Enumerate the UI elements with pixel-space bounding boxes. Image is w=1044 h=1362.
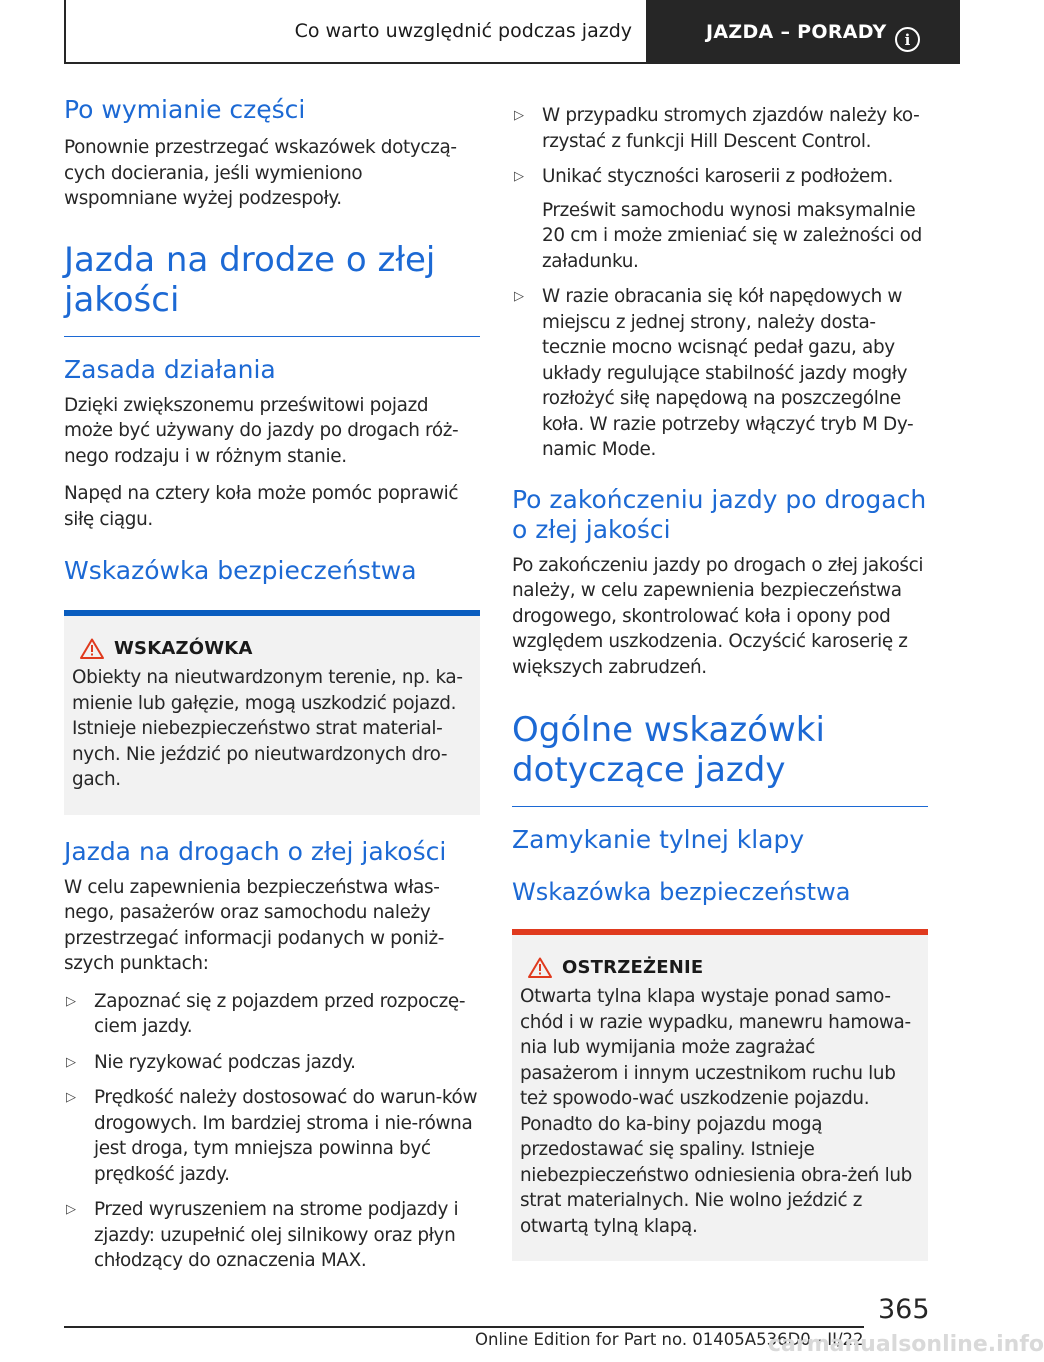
heading-closing-tailgate: Zamykanie tylnej klapy: [512, 825, 805, 854]
heading-safety-note: Wskazówka bezpieczeństwa: [64, 556, 417, 585]
footer-divider: [64, 1326, 864, 1328]
left-column: [64, 95, 480, 1274]
header-section-title: Co warto uwzględnić podczas jazdy: [294, 20, 632, 42]
list-item: ▷ Zapoznać się z pojazdem przed rozpoczę-ciem jazdy.: [66, 990, 466, 1037]
watermark: carmanualsonline.info: [768, 1332, 1044, 1357]
triangle-right-icon: ▷: [514, 289, 524, 304]
heading-after-replacing-parts: Po wymianie części: [64, 95, 306, 124]
heading-after-bad-roads: Po zakończeniu jazdy po drogach o złej jakości: [512, 484, 927, 544]
paragraph-four-wheel-drive: Napęd na cztery koła może pomóc poprawić siłę ciągu.: [64, 483, 459, 530]
triangle-right-icon: ▷: [514, 108, 524, 123]
heading-driving-bad-roads: Jazda na drogach o złej jakości: [64, 836, 447, 866]
page-number: 365: [878, 1294, 930, 1325]
list-item: ▷ Nie ryzykować podczas jazdy.: [64, 1050, 480, 1076]
warning-box-header: [520, 957, 914, 978]
note-title: WSKAZÓWKA: [114, 638, 253, 659]
bullet-list-left: [64, 989, 480, 1274]
warning-triangle-icon: [528, 957, 552, 978]
warning-box: [512, 929, 928, 1261]
header-section-tab: [64, 0, 648, 64]
paragraph-check-wheels: Po zakończeniu jazdy po drogach o złej jakości należy, w celu zapewnienia bezpieczeństwa drogowego, skontrolować koła i opony pod względem uszkodzenia. Oczyścić karoserię z większych zabrudzeń.: [512, 554, 924, 678]
triangle-right-icon: ▷: [66, 1090, 76, 1105]
list-item: ▷ Przed wyruszeniem na strome podjazdy i zjazdy: uzupełnić olej silnikowy oraz płyn chłodzący do oznaczenia MAX.: [66, 1199, 459, 1271]
warning-triangle-icon: [80, 638, 104, 659]
info-circle-icon: i: [895, 27, 920, 52]
list-item-subtext: Prześwit samochodu wynosi maksymalnie 20 cm i może zmieniać się w zależności od załadunku.: [542, 199, 922, 272]
note-box: [64, 610, 480, 815]
paragraph-safety-instructions: W celu zapewnienia bezpieczeństwa włas-nego, pasażerów oraz samochodu należy przestrzegać informacji podanych w poniż-szych punktach:: [64, 876, 445, 974]
triangle-right-icon: ▷: [66, 1202, 76, 1217]
warning-text: Otwarta tylna klapa wystaje ponad samo-chód i w razie wypadku, manewru hamowa-nia lub wymijania może zagrażać pasażerom i innym uczestnikom ruchu lub też spowodo-wać uszkodzenie pojazdu. Ponadto do ka-biny pojazdu mogą przedostawać się spaliny. Istnieje niebezpieczeństwo odniesienia obra-żeń lub strat materialnych. Nie wolno jeździć z otwartą tylną klapą.: [520, 986, 912, 1237]
list-item: ▷ Unikać styczności karoserii z podłożem. Prześwit samochodu wynosi maksymalnie 20 cm i może zmieniać się w zależności od załadunku.: [512, 164, 928, 274]
bullet-list-right: [512, 103, 928, 463]
warning-title: OSTRZEŻENIE: [562, 957, 704, 978]
note-box-header: [72, 638, 466, 659]
heading-bad-roads: Jazda na drodze o złej jakości: [64, 240, 480, 337]
heading-safety-note-2: Wskazówka bezpieczeństwa: [512, 878, 851, 906]
heading-general-driving-tips: Ogólne wskazówki dotyczące jazdy: [512, 710, 928, 807]
triangle-right-icon: ▷: [514, 169, 524, 184]
header-chapter-title: JAZDA – PORADY: [706, 21, 887, 43]
right-column: [512, 95, 928, 1261]
triangle-right-icon: ▷: [66, 993, 76, 1009]
paragraph-ground-clearance: Dzięki zwiększonemu prześwitowi pojazd może być używany do jazdy po drogach róż-nego rodzaju i w różnym stanie.: [64, 394, 459, 467]
triangle-right-icon: ▷: [66, 1054, 76, 1070]
list-item: ▷ W razie obracania się kół napędowych w miejscu z jednej strony, należy dosta-tecznie mocno wcisnąć pedał gazu, aby układy regulujące stabilność jazdy mogły rozłożyć siłę napędową na poszczególne koła. W razie potrzeby włączyć tryb M Dy-namic Mode.: [514, 286, 914, 460]
list-item: ▷ Prędkość należy dostosować do warun-ków drogowych. Im bardziej stroma i nie-równa jest droga, tym mniejsza powinna być prędkość jazdy.: [66, 1087, 478, 1185]
heading-principle: Zasada działania: [64, 354, 276, 384]
list-item: ▷ W przypadku stromych zjazdów należy ko-rzystać z funkcji Hill Descent Control.: [514, 105, 920, 152]
paragraph-running-in: Ponownie przestrzegać wskazówek dotyczą-cych docierania, jeśli wymieniono wspomniane wyżej podzespoły.: [64, 137, 457, 209]
footer-edition: Online Edition for Part no. 01405A536D0 - II/22: [475, 1330, 864, 1349]
note-text: Obiekty na nieutwardzonym terenie, np. ka-mienie lub gałęzie, mogą uszkodzić pojazd. Istnieje niebezpieczeństwo strat material-nych. Nie jeździć po nieutwardzonych dro-gach.: [72, 667, 463, 790]
